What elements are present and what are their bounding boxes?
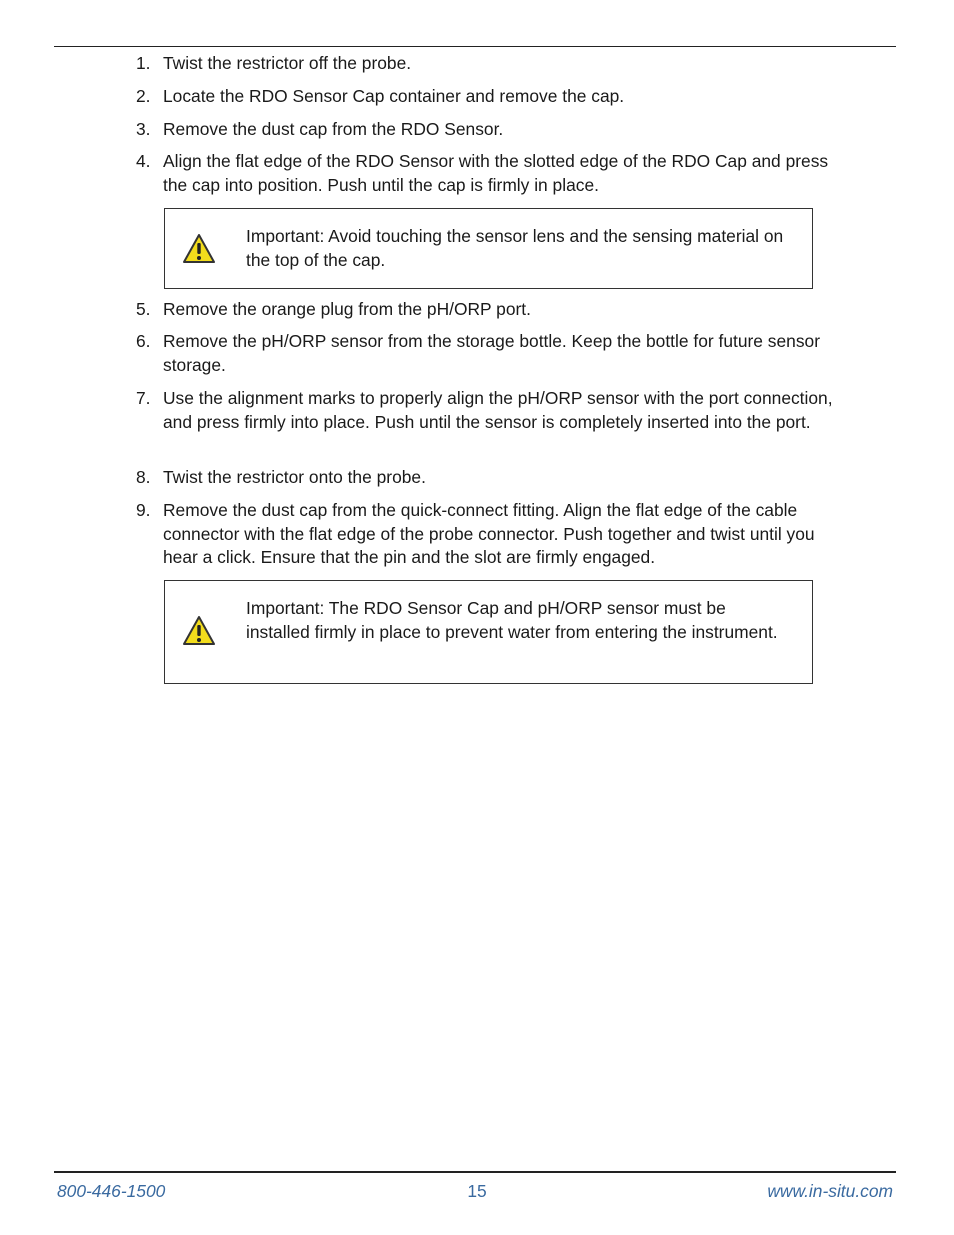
note-text: Important: Avoid touching the sensor lens and the sensing material on the top of the cap. bbox=[246, 226, 784, 270]
step-text: Remove the orange plug from the pH/ORP port. bbox=[163, 299, 531, 319]
step-text: Remove the dust cap from the RDO Sensor. bbox=[163, 119, 504, 139]
step-number: 7. bbox=[136, 388, 151, 408]
header-rule bbox=[54, 46, 896, 47]
step-text: Twist the restrictor onto the probe. bbox=[163, 467, 426, 487]
step-text: Remove the dust cap from the quick-connect fitting. Align the flat edge of the cable connector with the flat edge of the probe connector. Push together and twist until you hear a click. Ensure that the pin and the slot are firmly engaged. bbox=[163, 500, 815, 568]
step-text: Align the flat edge of the RDO Sensor with the slotted edge of the RDO Cap and press the cap into position. Push until the cap is firmly in place. bbox=[163, 151, 829, 195]
step-number: 9. bbox=[136, 500, 151, 520]
footer-rule bbox=[54, 1171, 896, 1173]
page-number: 15 bbox=[467, 1181, 487, 1201]
step-number: 3. bbox=[136, 119, 151, 139]
footer-phone: 800-446-1500 bbox=[57, 1181, 166, 1201]
step-number: 2. bbox=[136, 86, 151, 106]
step-number: 1. bbox=[136, 53, 151, 73]
step-text: Use the alignment marks to properly align the pH/ORP sensor with the port connection, and press firmly into place. Push until the sensor is completely inserted into the port. bbox=[163, 388, 833, 432]
warning-icon bbox=[182, 233, 216, 265]
step-number: 5. bbox=[136, 299, 151, 319]
step-text: Twist the restrictor off the probe. bbox=[163, 53, 412, 73]
important-note bbox=[164, 208, 813, 289]
important-note bbox=[164, 580, 813, 684]
step-number: 4. bbox=[136, 151, 151, 171]
warning-icon bbox=[182, 615, 216, 647]
step-number: 8. bbox=[136, 467, 151, 487]
step-number: 6. bbox=[136, 331, 151, 351]
step-text: Remove the pH/ORP sensor from the storage bottle. Keep the bottle for future sensor storage. bbox=[163, 331, 821, 375]
step-text: Locate the RDO Sensor Cap container and remove the cap. bbox=[163, 86, 625, 106]
footer-website-link[interactable]: www.in-situ.com bbox=[767, 1181, 893, 1201]
note-text: Important: The RDO Sensor Cap and pH/ORP sensor must be installed firmly in place to prevent water from entering the instrument. bbox=[246, 598, 778, 642]
